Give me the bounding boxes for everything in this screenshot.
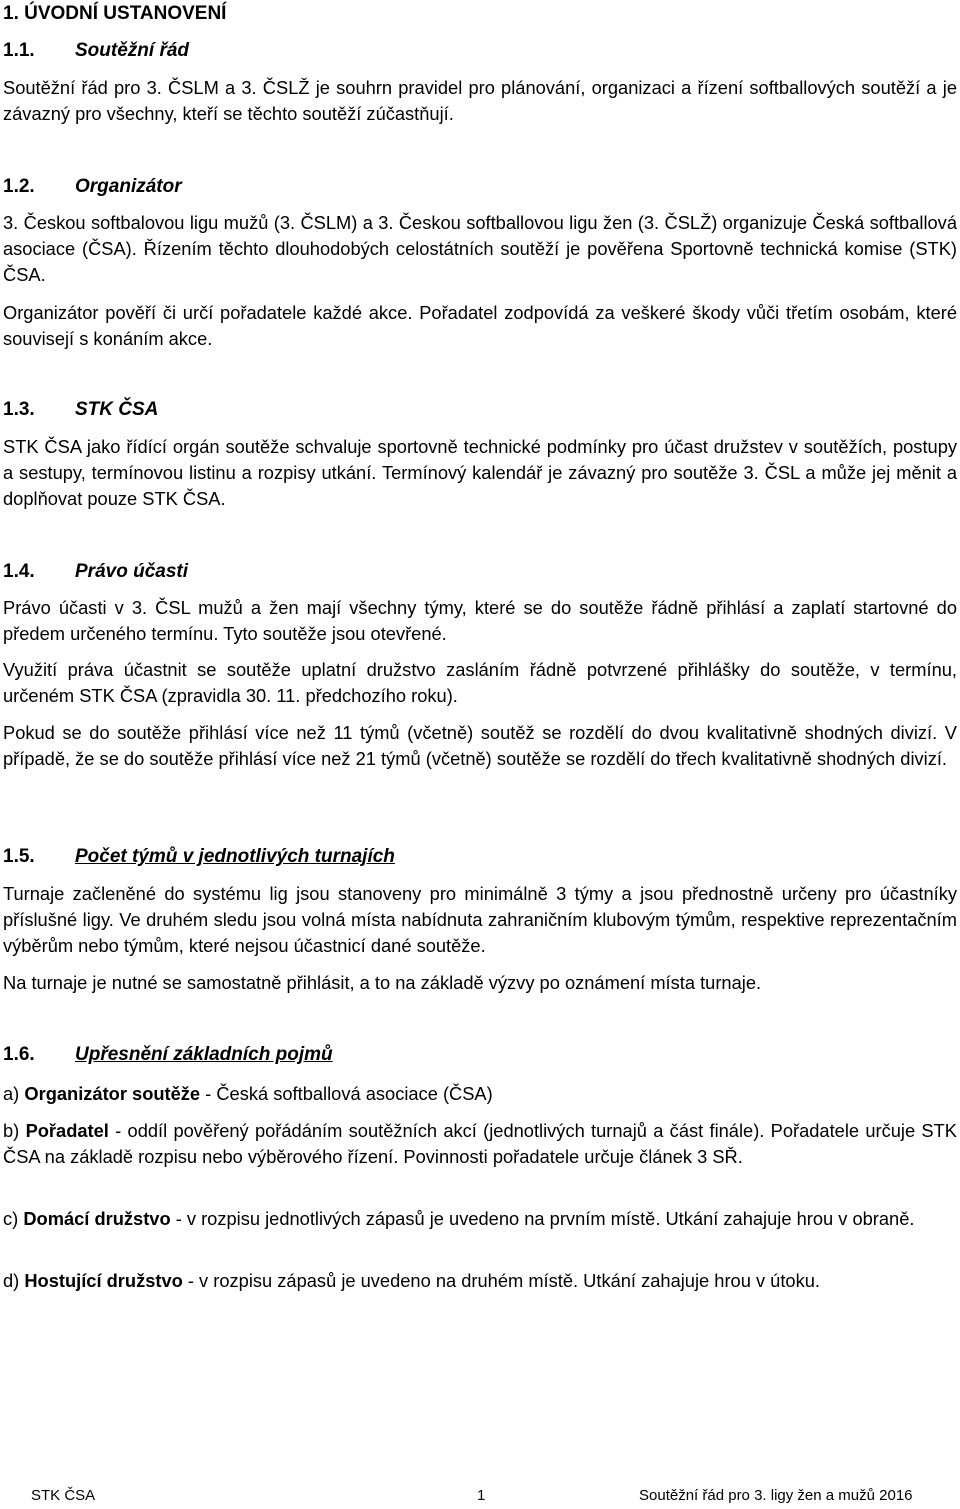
section-title: Organizátor — [75, 176, 182, 197]
item-term: Organizátor soutěže — [24, 1083, 201, 1104]
definition-item — [3, 1206, 957, 1232]
section-heading-1-2 — [3, 176, 182, 198]
item-label: d) — [3, 1270, 20, 1291]
section-number: 1.4. — [3, 561, 35, 582]
item-term: Pořadatel — [25, 1120, 109, 1141]
section-heading-1-5 — [3, 846, 395, 868]
section-heading-1-4 — [3, 561, 188, 583]
paragraph: Soutěžní řád pro 3. ČSLM a 3. ČSLŽ je souhrn pravidel pro plánování, organizaci a řízení softballových soutěží a je závazný pro všechny, kteří se těchto soutěží zúčastňují. — [3, 77, 957, 124]
paragraph: 3. Českou softbalovou ligu mužů (3. ČSLM) a 3. Českou softballovou ligu žen (3. ČSLŽ) organizuje Česká softballová asociace (ČSA). Řízením těchto dlouhodobých celostátních soutěží je pověřena Sportovně technická komise (STK) ČSA. — [3, 212, 957, 285]
item-label: b) — [3, 1120, 20, 1141]
paragraph: Využití práva účastnit se soutěže uplatní družstvo zasláním řádně potvrzené přihlášky do soutěže, v termínu, určeném STK ČSA (zpravidla 30. 11. předchozího roku). — [3, 659, 957, 706]
section-number: 1.5. — [3, 846, 35, 867]
section-number: 1.6. — [3, 1044, 35, 1065]
section-heading-1-1 — [3, 40, 189, 62]
definition-item — [3, 1118, 957, 1170]
item-text: - v rozpisu zápasů je uvedeno na druhém místě. Utkání zahajuje hrou v útoku. — [182, 1270, 820, 1291]
item-label: a) — [3, 1083, 20, 1104]
item-text: - oddíl pověřený pořádáním soutěžních akcí (jednotlivých turnajů a část finále). Pořadatele určuje STK ČSA na základě rozpisu nebo výběrového řízení. Povinnosti pořadatele určuje článek 3 SŘ. — [3, 1120, 957, 1167]
paragraph: Turnaje začleněné do systému lig jsou stanoveny pro minimálně 3 týmy a jsou přednostně určeny pro účastníky příslušné ligy. Ve druhém sledu jsou volná místa nabídnuta zahraničním klubovým týmům, respektive reprezentačním výběrům nebo týmům, které nejsou účastnicí dané soutěže. — [3, 883, 957, 956]
section-heading-1-3 — [3, 399, 158, 421]
section-title: STK ČSA — [75, 399, 159, 420]
item-term: Domácí družstvo — [23, 1208, 171, 1229]
paragraph: Organizátor pověří či určí pořadatele každé akce. Pořadatel zodpovídá za veškeré škody vůči třetím osobám, které souvisejí s konáním akce. — [3, 302, 957, 349]
footer-page-number: 1 — [477, 1487, 486, 1504]
footer-right: Soutěžní řád pro 3. ligy žen a mužů 2016 — [639, 1487, 913, 1504]
item-text: - Česká softballová asociace (ČSA) — [200, 1083, 493, 1104]
paragraph: Právo účasti v 3. ČSL mužů a žen mají všechny týmy, které se do soutěže řádně přihlásí a zaplatí startovné do předem určeného termínu. Tyto soutěže jsou otevřené. — [3, 597, 957, 644]
section-title: Právo účasti — [75, 561, 188, 582]
paragraph: STK ČSA jako řídící orgán soutěže schvaluje sportovně technické podmínky pro účast družstev v soutěžích, postupy a sestupy, termínovou listinu a rozpisy utkání. Termínový kalendář je závazný pro soutěže 3. ČSL a může jej měnit a doplňovat pouze STK ČSA. — [3, 436, 957, 509]
document-title: 1. ÚVODNÍ USTANOVENÍ — [3, 3, 227, 24]
item-text: - v rozpisu jednotlivých zápasů je uvedeno na prvním místě. Utkání zahajuje hrou v obraně. — [170, 1208, 915, 1229]
definition-item — [3, 1081, 957, 1107]
section-title: Počet týmů v jednotlivých turnajích — [75, 846, 395, 867]
footer-left: STK ČSA — [31, 1487, 96, 1504]
paragraph: Na turnaje je nutné se samostatně přihlásit, a to na základě výzvy po oznámení místa turnaje. — [3, 972, 762, 993]
section-number: 1.3. — [3, 399, 35, 420]
section-number: 1.1. — [3, 40, 35, 61]
section-number: 1.2. — [3, 176, 35, 197]
section-title: Upřesnění základních pojmů — [75, 1044, 333, 1065]
item-term: Hostující družstvo — [24, 1270, 183, 1291]
definition-item — [3, 1268, 957, 1294]
section-heading-1-6 — [3, 1044, 333, 1066]
item-label: c) — [3, 1208, 19, 1229]
section-title: Soutěžní řád — [75, 40, 190, 61]
paragraph: Pokud se do soutěže přihlásí více než 11 týmů (včetně) soutěž se rozdělí do dvou kvalitativně shodných divizí. V případě, že se do soutěže přihlásí více než 21 týmů (včetně) soutěže se rozdělí do třech kvalitativně shodných divizí. — [3, 722, 957, 769]
